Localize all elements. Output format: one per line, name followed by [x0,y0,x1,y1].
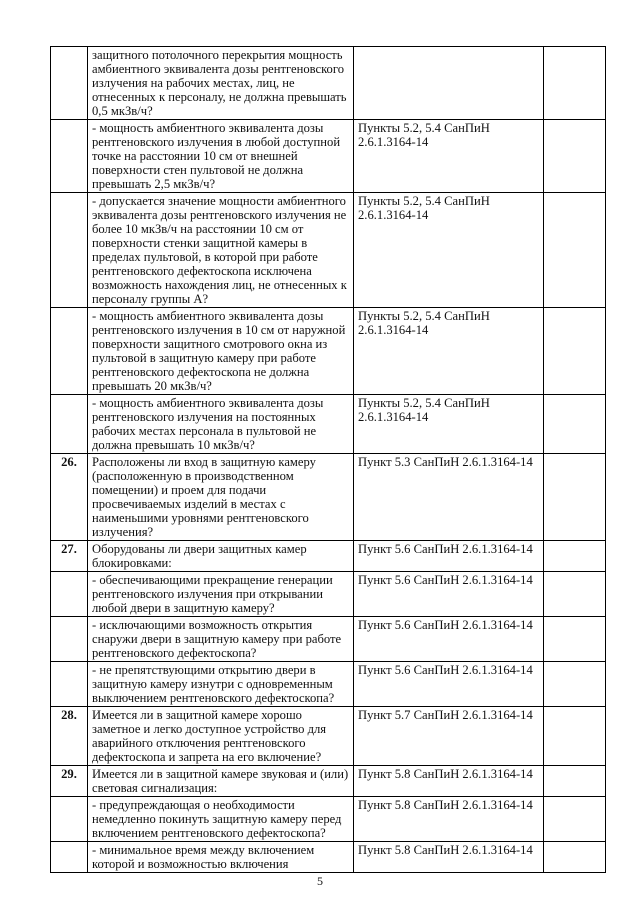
table-row [51,707,606,766]
answer-cell [544,193,606,308]
regulation-reference: Пункты 5.2, 5.4 СанПиН 2.6.1.3164-14 [354,120,544,193]
answer-cell [544,454,606,541]
item-number [51,617,88,662]
answer-cell [544,308,606,395]
requirement-question: - допускается значение мощности амбиентного эквивалента дозы рентгеновского излучения не более 10 мкЗв/ч на расстоянии 10 см от поверхности стенки защитной камеры в пределах пультовой, в которой при работе рентгеновского дефектоскопа исключена возможность нахождения лиц, не отнесенных к персоналу группы А? [88,193,354,308]
item-number [51,308,88,395]
item-number: 26. [51,454,88,541]
requirement-question: Расположены ли вход в защитную камеру (расположенную в производственном помещении) и проем для подачи просвечиваемых изделий в местах с наименьшими уровнями рентгеновского излучения? [88,454,354,541]
table-row [51,541,606,572]
regulation-reference: Пункт 5.6 СанПиН 2.6.1.3164-14 [354,541,544,572]
checklist-body [51,47,606,873]
item-number [51,395,88,454]
regulation-reference: Пункт 5.7 СанПиН 2.6.1.3164-14 [354,707,544,766]
item-number: 29. [51,766,88,797]
regulation-reference: Пункт 5.8 СанПиН 2.6.1.3164-14 [354,797,544,842]
item-number: 28. [51,707,88,766]
answer-cell [544,842,606,873]
answer-cell [544,662,606,707]
regulation-reference: Пункт 5.6 СанПиН 2.6.1.3164-14 [354,617,544,662]
requirement-question: - обеспечивающими прекращение генерации рентгеновского излучения при открывании любой двери в защитную камеру? [88,572,354,617]
page-number: 5 [317,874,323,888]
answer-cell [544,120,606,193]
item-number [51,842,88,873]
regulation-reference: Пункты 5.2, 5.4 СанПиН 2.6.1.3164-14 [354,193,544,308]
item-number [51,662,88,707]
regulation-reference: Пункты 5.2, 5.4 СанПиН 2.6.1.3164-14 [354,395,544,454]
requirement-question: Оборудованы ли двери защитных камер блокировками: [88,541,354,572]
answer-cell [544,617,606,662]
regulation-reference: Пункт 5.6 СанПиН 2.6.1.3164-14 [354,662,544,707]
requirement-question: - мощность амбиентного эквивалента дозы рентгеновского излучения на постоянных рабочих местах персонала в пультовой не должна превышать 10 мкЗв/ч? [88,395,354,454]
table-row [51,797,606,842]
requirement-question: - предупреждающая о необходимости немедленно покинуть защитную камеру перед включением рентгеновского дефектоскопа? [88,797,354,842]
answer-cell [544,47,606,120]
answer-cell [544,572,606,617]
table-row [51,454,606,541]
answer-cell [544,766,606,797]
answer-cell [544,797,606,842]
item-number [51,193,88,308]
item-number [51,120,88,193]
table-row [51,662,606,707]
checklist-table [50,46,606,873]
table-row [51,617,606,662]
item-number [51,797,88,842]
requirement-question: Имеется ли в защитной камере хорошо заметное и легко доступное устройство для аварийного отключения рентгеновского дефектоскопа и запрета на его включение? [88,707,354,766]
regulation-reference [354,47,544,120]
requirement-question: - не препятствующими открытию двери в защитную камеру изнутри с одновременным выключением рентгеновского дефектоскопа? [88,662,354,707]
table-row [51,572,606,617]
table-row [51,47,606,120]
answer-cell [544,395,606,454]
table-row [51,308,606,395]
item-number [51,47,88,120]
requirement-question: - мощность амбиентного эквивалента дозы рентгеновского излучения в любой доступной точке на расстоянии 10 см от внешней поверхности стен пультовой не должна превышать 2,5 мкЗв/ч? [88,120,354,193]
table-row [51,842,606,873]
requirement-question: - исключающими возможность открытия снаружи двери в защитную камеру при работе рентгеновского дефектоскопа? [88,617,354,662]
item-number: 27. [51,541,88,572]
table-row [51,193,606,308]
table-row [51,395,606,454]
answer-cell [544,707,606,766]
table-row [51,120,606,193]
table-row [51,766,606,797]
regulation-reference: Пункт 5.6 СанПиН 2.6.1.3164-14 [354,572,544,617]
regulation-reference: Пункт 5.3 СанПиН 2.6.1.3164-14 [354,454,544,541]
item-number [51,572,88,617]
answer-cell [544,541,606,572]
regulation-reference: Пункт 5.8 СанПиН 2.6.1.3164-14 [354,842,544,873]
regulation-reference: Пункт 5.8 СанПиН 2.6.1.3164-14 [354,766,544,797]
requirement-question: - минимальное время между включением которой и возможностью включения [88,842,354,873]
regulation-reference: Пункты 5.2, 5.4 СанПиН 2.6.1.3164-14 [354,308,544,395]
requirement-question: - мощность амбиентного эквивалента дозы рентгеновского излучения в 10 см от наружной поверхности защитного смотрового окна из пультовой в защитную камеру при работе рентгеновского дефектоскопа не должна превышать 20 мкЗв/ч? [88,308,354,395]
requirement-question: защитного потолочного перекрытия мощность амбиентного эквивалента дозы рентгеновского излучения на рабочих местах, лиц, не отнесенных к персоналу, не должна превышать 0,5 мкЗв/ч? [88,47,354,120]
requirement-question: Имеется ли в защитной камере звуковая и (или) световая сигнализация: [88,766,354,797]
